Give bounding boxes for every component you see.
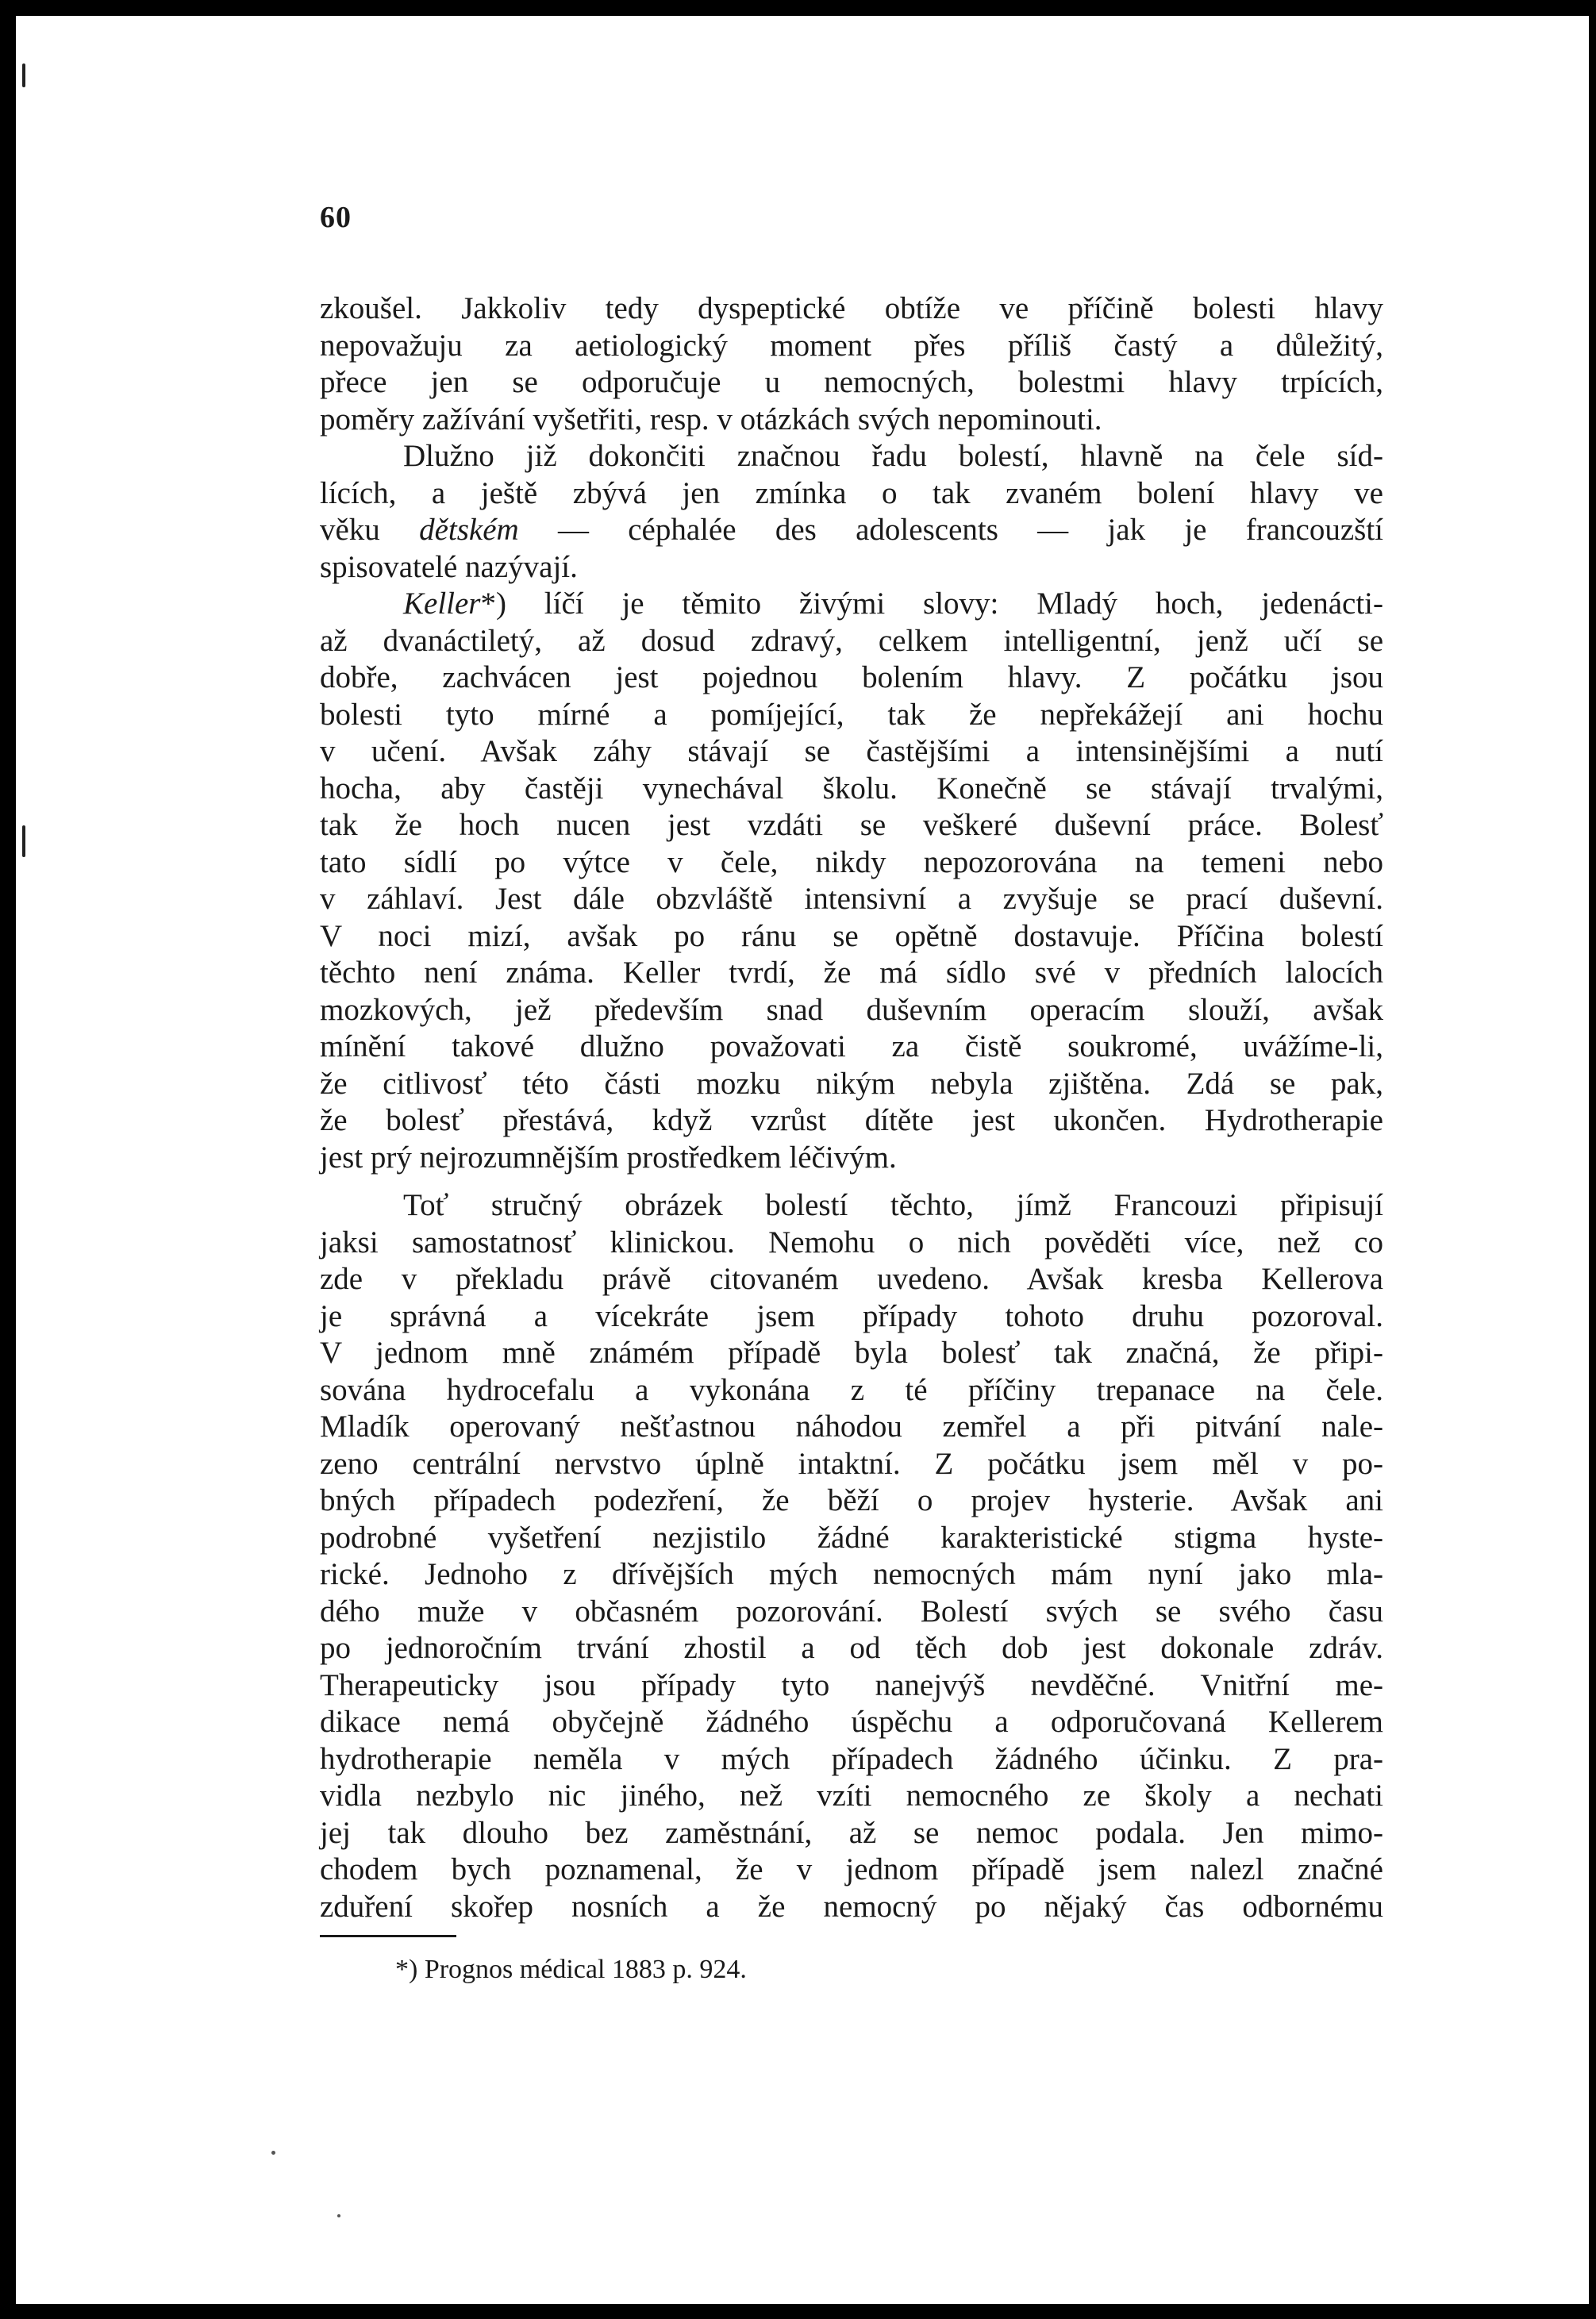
footnote: *) Prognos médical 1883 p. 924. <box>395 1955 747 1984</box>
text-line: že citlivosť této části mozku nikým nebyla zjištěna. Zdá se pak, <box>320 1066 1383 1101</box>
scan-speck <box>271 2151 275 2155</box>
text-line: že bolesť přestává, když vzrůst dítěte jest ukončen. Hydrotherapie <box>320 1103 1383 1137</box>
text-line: poměry zažívání vyšetřiti, resp. v otázkách svých nepominouti. <box>320 402 1102 436</box>
text-line: v učení. Avšak záhy stávají se častějšími a intensinějšími a nutí <box>320 734 1383 768</box>
text-line: jest prý nejrozumnějším prostředkem léčivým. <box>320 1140 897 1175</box>
text-line: dikace nemá obyčejně žádného úspěchu a odporučovaná Kellerem <box>320 1705 1383 1739</box>
page-number: 60 <box>320 201 352 234</box>
italic-term: dětském <box>419 513 519 547</box>
text-line: spisovatelé nazývají. <box>320 549 578 584</box>
text-line: tak že hoch nucen jest vzdáti se veškeré duševní práce. Bolesť <box>320 808 1383 842</box>
text-line: jej tak dlouho bez zaměstnání, až se nemoc podala. Jen mimo- <box>320 1815 1383 1850</box>
text-line: zde v překladu právě citovaném uvedeno. Avšak kresba Kellerova <box>320 1262 1383 1296</box>
book-page <box>16 16 1589 2304</box>
text-line: Mladík operovaný nešťastnou náhodou zemřel a při pitvání nale- <box>320 1409 1383 1444</box>
text-line: V jednom mně známém případě byla bolesť tak značná, že připi- <box>320 1336 1383 1370</box>
text-run: *) líčí je těmito živými slovy: Mladý hoch, jedenácti- <box>480 586 1383 621</box>
text-line: v záhlaví. Jest dále obzvláště intensivní a zvyšuje se prací duševní. <box>320 882 1383 916</box>
author-name: Keller <box>403 586 481 621</box>
scan-edge-mark <box>22 825 25 857</box>
text-line-with-italic <box>320 586 1383 623</box>
text-line: Toť stručný obrázek bolestí těchto, jímž Francouzi připisují <box>403 1188 1383 1222</box>
text-line: zeno centrální nervstvo úplně intaktní. Z počátku jsem měl v po- <box>320 1446 1383 1481</box>
text-run: — céphalée des adolescents — jak je francouzští <box>518 513 1383 547</box>
scan-edge-mark <box>22 63 25 87</box>
scan-speck <box>337 2214 340 2217</box>
text-line: je správná a vícekráte jsem případy tohoto druhu pozoroval. <box>320 1298 1383 1333</box>
text-line: sována hydrocefalu a vykonána z té příčiny trepanace na čele. <box>320 1372 1383 1407</box>
paragraph-3 <box>320 586 1383 1176</box>
text-line: bolesti tyto mírné a pomíjející, tak že nepřekážejí ani hochu <box>320 697 1383 732</box>
text-line: podrobné vyšetření nezjistilo žádné karakteristické stigma hyste- <box>320 1520 1383 1555</box>
text-line: Dlužno již dokončiti značnou řadu bolestí, hlavně na čele síd- <box>403 439 1383 473</box>
text-line: jaksi samostatnosť klinickou. Nemohu o nich pověděti více, než co <box>320 1225 1383 1259</box>
text-line: chodem bych poznamenal, že v jednom případě jsem nalezl značné <box>320 1852 1383 1886</box>
text-line: dobře, zachvácen jest pojednou bolením hlavy. Z počátku jsou <box>320 660 1383 694</box>
text-line: lících, a ještě zbývá jen zmínka o tak zvaném bolení hlavy ve <box>320 475 1383 510</box>
paragraph-2 <box>320 438 1383 586</box>
text-line: dého muže v občasném pozorování. Bolestí svých se svého času <box>320 1594 1383 1629</box>
text-line: tato sídlí po výtce v čele, nikdy nepozorována na temeni nebo <box>320 844 1383 879</box>
text-line: mozkových, jež především snad duševním operacím slouží, avšak <box>320 992 1383 1027</box>
text-line: V noci mizí, avšak po ránu se opětně dostavuje. Příčina bolestí <box>320 918 1383 953</box>
text-line: mínění takové dlužno považovati za čistě soukromé, uvážíme-li, <box>320 1029 1383 1063</box>
text-line: nepovažuju za aetiologický moment přes příliš častý a důležitý, <box>320 328 1383 363</box>
text-line: zkoušel. Jakkoliv tedy dyspeptické obtíže ve příčině bolesti hlavy <box>320 291 1383 325</box>
paragraph-gap <box>320 1176 1383 1187</box>
text-line: těchto není známa. Keller tvrdí, že má sídlo své v předních lalocích <box>320 956 1383 990</box>
paragraph-1 <box>320 290 1383 438</box>
text-line: přece jen se odporučuje u nemocných, bolestmi hlavy trpících, <box>320 365 1383 399</box>
text-line: po jednoročním trvání zhostil a od těch dob jest dokonale zdráv. <box>320 1631 1383 1665</box>
text-line: hocha, aby častěji vynechával školu. Konečně se stávají trvalými, <box>320 771 1383 806</box>
text-line-with-italic <box>320 512 1383 549</box>
body-text <box>320 290 1383 1925</box>
text-line: zduření skořep nosních a že nemocný po nějaký čas odbornému <box>320 1889 1383 1924</box>
text-line: vidla nezbylo nic jiného, než vzíti nemocného ze školy a nechati <box>320 1779 1383 1813</box>
text-line: až dvanáctiletý, až dosud zdravý, celkem intelligentní, jenž učí se <box>320 623 1383 658</box>
text-line: Therapeuticky jsou případy tyto nanejvýš nevděčné. Vnitřní me- <box>320 1667 1383 1702</box>
text-line: hydrotherapie neměla v mých případech žádného účinku. Z pra- <box>320 1741 1383 1776</box>
text-line: bných případech podezření, že běží o projev hysterie. Avšak ani <box>320 1483 1383 1517</box>
paragraph-4 <box>320 1187 1383 1925</box>
text-line: rické. Jednoho z dřívějších mých nemocných mám nyní jako mla- <box>320 1557 1383 1591</box>
footnote-divider <box>320 1935 456 1937</box>
text-run: věku <box>320 513 420 547</box>
